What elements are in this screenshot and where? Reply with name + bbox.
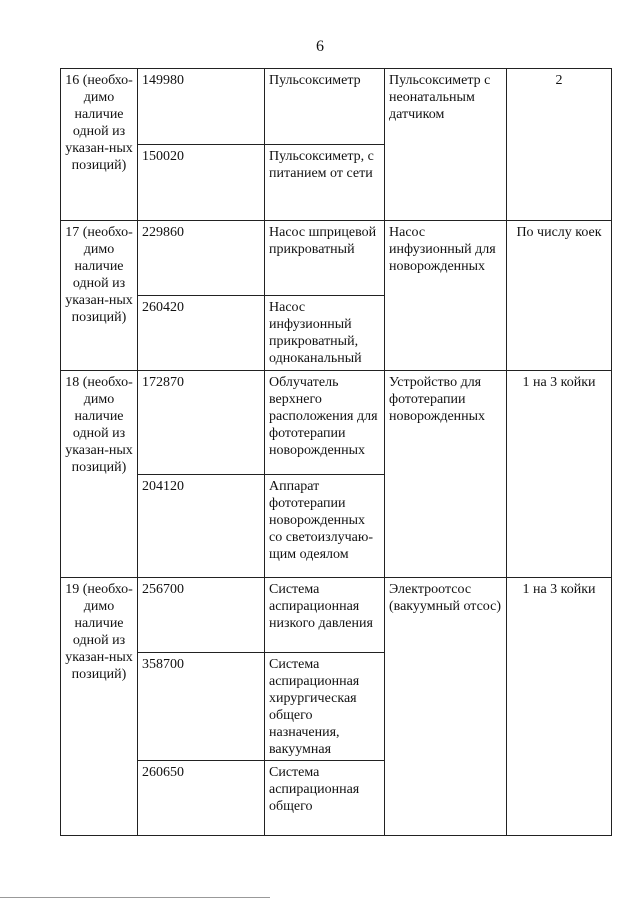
item-name: Система аспирационная хирургическая общего назначения, вакуумная <box>265 653 385 761</box>
page-number: 6 <box>316 38 324 55</box>
item-code: 229860 <box>138 221 265 296</box>
item-code: 358700 <box>138 653 265 761</box>
table-row <box>61 578 612 653</box>
position-cell: 17 (необхо-димо наличие одной из указан-ных позиций) <box>61 221 138 371</box>
item-code: 260650 <box>138 761 265 836</box>
item-name: Система аспирационная общего <box>265 761 385 836</box>
group-name: Электроотсос (вакуумный отсос) <box>385 578 507 836</box>
item-code: 149980 <box>138 69 265 145</box>
group-name: Устройство для фототерапии новорожденных <box>385 371 507 578</box>
position-cell: 16 (необхо-димо наличие одной из указан-ных позиций) <box>61 69 138 221</box>
item-name: Насос инфузионный прикроватный, одноканальный <box>265 296 385 371</box>
quantity: По числу коек <box>507 221 612 371</box>
group-name: Насос инфузионный для новорожденных <box>385 221 507 371</box>
group-name: Пульсоксиметр с неонатальным датчиком <box>385 69 507 221</box>
page-edge-line <box>0 897 270 898</box>
item-code: 172870 <box>138 371 265 475</box>
table-row <box>61 69 612 145</box>
table-row <box>61 371 612 475</box>
equipment-table <box>60 68 612 836</box>
position-cell: 18 (необхо-димо наличие одной из указан-ных позиций) <box>61 371 138 578</box>
position-cell: 19 (необхо-димо наличие одной из указан-ных позиций) <box>61 578 138 836</box>
item-code: 260420 <box>138 296 265 371</box>
quantity: 2 <box>507 69 612 221</box>
item-name: Пульсоксиметр, с питанием от сети <box>265 145 385 221</box>
item-code: 256700 <box>138 578 265 653</box>
item-name: Аппарат фототерапии новорожденных со светоизлучаю-щим одеялом <box>265 475 385 578</box>
quantity: 1 на 3 койки <box>507 578 612 836</box>
table-row <box>61 221 612 296</box>
item-name: Пульсоксиметр <box>265 69 385 145</box>
item-name: Облучатель верхнего расположения для фототерапии новорожденных <box>265 371 385 475</box>
item-code: 150020 <box>138 145 265 221</box>
item-name: Насос шприцевой прикроватный <box>265 221 385 296</box>
item-code: 204120 <box>138 475 265 578</box>
quantity: 1 на 3 койки <box>507 371 612 578</box>
item-name: Система аспирационная низкого давления <box>265 578 385 653</box>
